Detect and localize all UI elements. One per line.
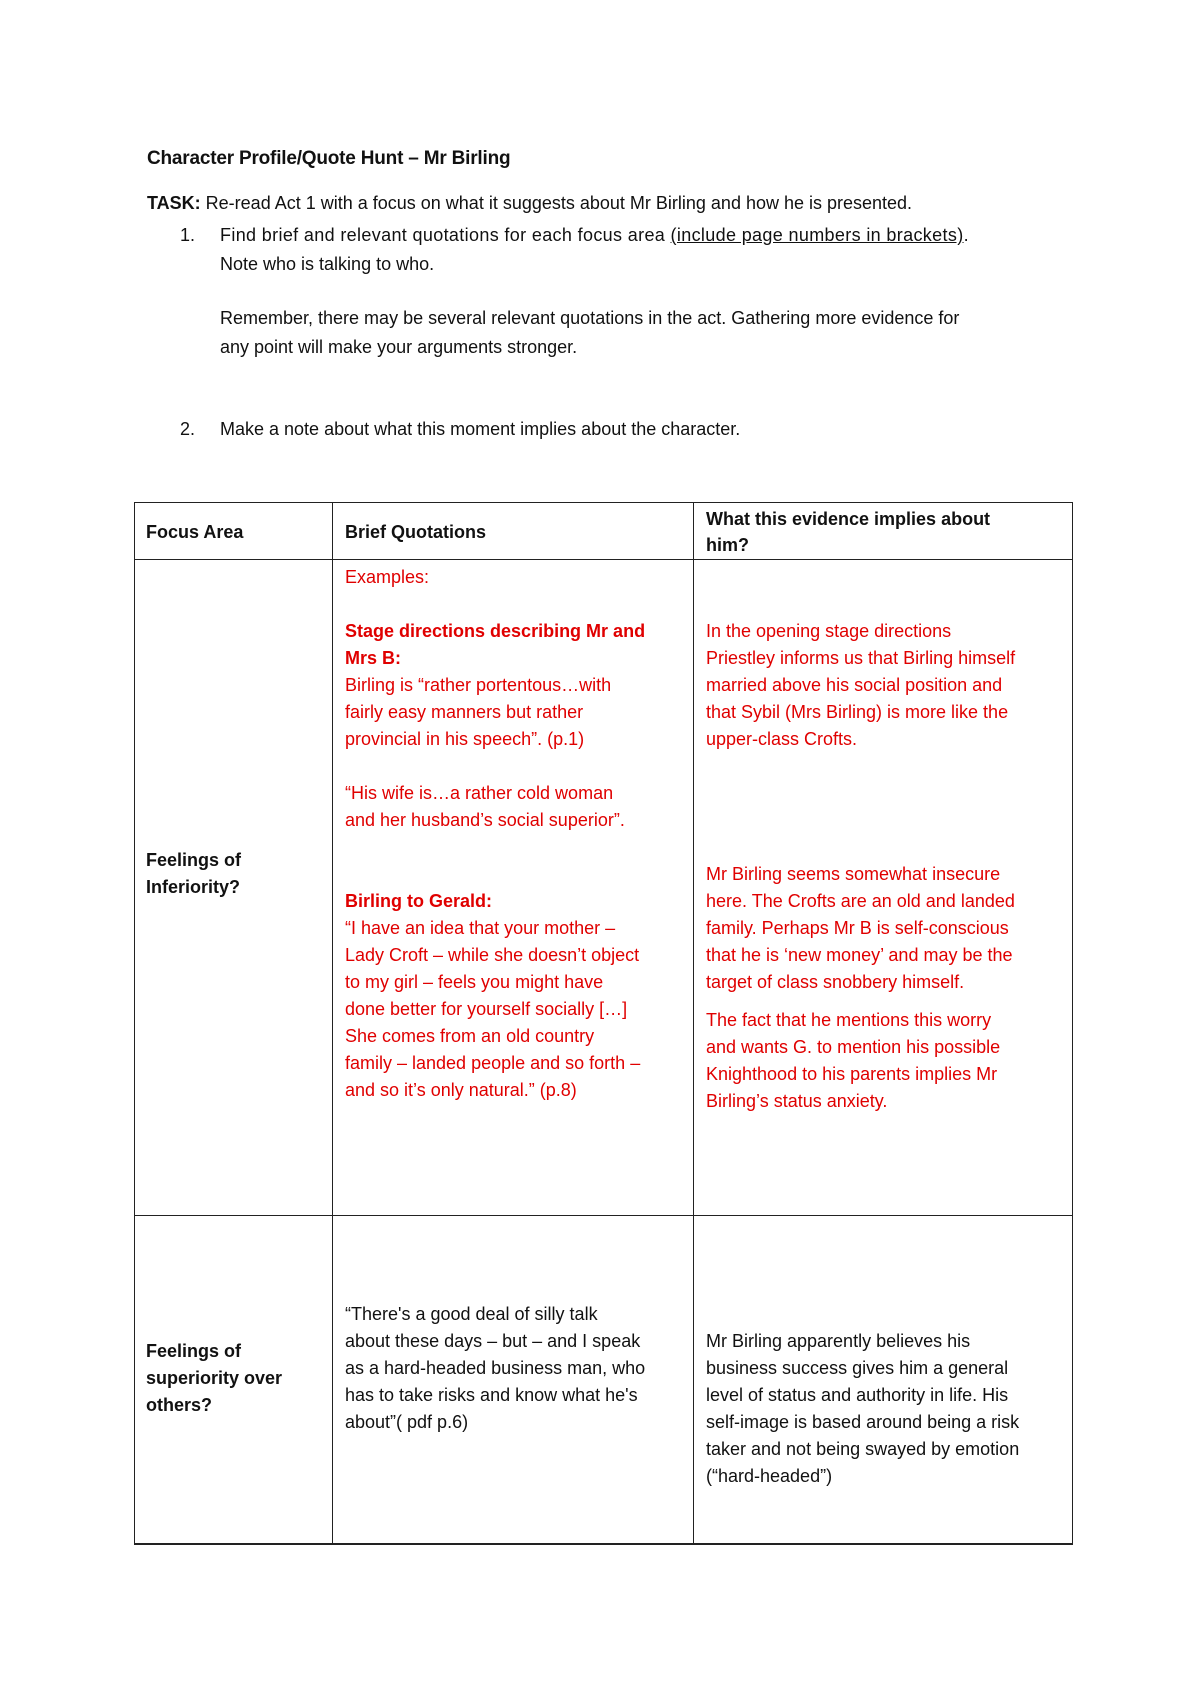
stage-directions-quote: Birling is “rather portentous…with fairly easy manners but rather provincial in his speech”. (p.1) (345, 675, 612, 749)
instruction-1-para2-line2: any point will make your arguments stronger. (220, 337, 578, 357)
implies-superiority: Mr Birling apparently believes his business success gives him a general level of status and authority in life. His self-image is based around being a risk taker and not being swayed by emotion (“hard-headed”) (706, 1331, 1020, 1486)
quotes-superiority: “There's a good deal of silly talk about these days – but – and I speak as a hard-headed business man, who has to take risks and know what he's about”( pdf p.6) (345, 1304, 646, 1432)
focus-superiority: Feelings of superiority over others? (146, 1341, 283, 1415)
row-divider (135, 1215, 1072, 1216)
quotes-inferiority (345, 564, 645, 1104)
implication-paragraph-2: Mr Birling seems somewhat insecure here. The Crofts are an old and landed family. Perhaps Mr B is self-conscious that he is ‘new money’ and may be the target of class snobbery himself. (706, 864, 1015, 992)
implication-paragraph-1: In the opening stage directions Priestley informs us that Birling himself married above his social position and that Sybil (Mrs Birling) is more like the upper-class Crofts. (706, 621, 1016, 749)
implication-paragraph-3: The fact that he mentions this worry and wants G. to mention his possible Knighthood to his parents implies Mr Birling’s status anxiety. (706, 1010, 1001, 1111)
table-bottom-border (134, 1543, 1073, 1545)
examples-label: Examples: (345, 567, 430, 587)
wife-quote: “His wife is…a rather cold woman and her husband’s social superior”. (345, 783, 625, 830)
task-label: TASK: (147, 193, 201, 213)
gerald-quote: “I have an idea that your mother – Lady Croft – while she doesn’t object to my girl – feels you might have done better for yourself socially […] She comes from an old country family – landed people and so forth – and so it’s only natural.” (p.8) (345, 918, 641, 1100)
instruction-1-line1: Find brief and relevant quotations for each focus area (include page numbers in brackets). (220, 225, 969, 245)
stage-directions-heading: Stage directions describing Mr and Mrs B: (345, 621, 646, 668)
task-line (147, 193, 912, 214)
instruction-1-number: 1. (180, 225, 196, 245)
birling-to-gerald-heading: Birling to Gerald: (345, 891, 493, 911)
header-focus-area: Focus Area (146, 522, 244, 542)
column-divider-1 (332, 503, 333, 1543)
header-divider (135, 559, 1072, 560)
instruction-2-number: 2. (180, 419, 196, 439)
page-title: Character Profile/Quote Hunt – Mr Birling (147, 148, 511, 169)
implies-inferiority (706, 618, 1015, 1115)
task-text: Re-read Act 1 with a focus on what it suggests about Mr Birling and how he is presented. (200, 193, 913, 213)
instruction-1-para2-line1: Remember, there may be several relevant quotations in the act. Gathering more evidence for (220, 308, 960, 328)
focus-table (134, 502, 1073, 1544)
instruction-1-line2: Note who is talking to who. (220, 254, 435, 274)
header-implications: What this evidence implies about him? (706, 509, 991, 555)
page-number-note: (include page numbers in brackets) (670, 225, 964, 245)
header-brief-quotations: Brief Quotations (345, 522, 487, 542)
instruction-2-text: Make a note about what this moment implies about the character. (220, 419, 741, 439)
focus-inferiority: Feelings of Inferiority? (146, 850, 242, 897)
column-divider-2 (693, 503, 694, 1543)
